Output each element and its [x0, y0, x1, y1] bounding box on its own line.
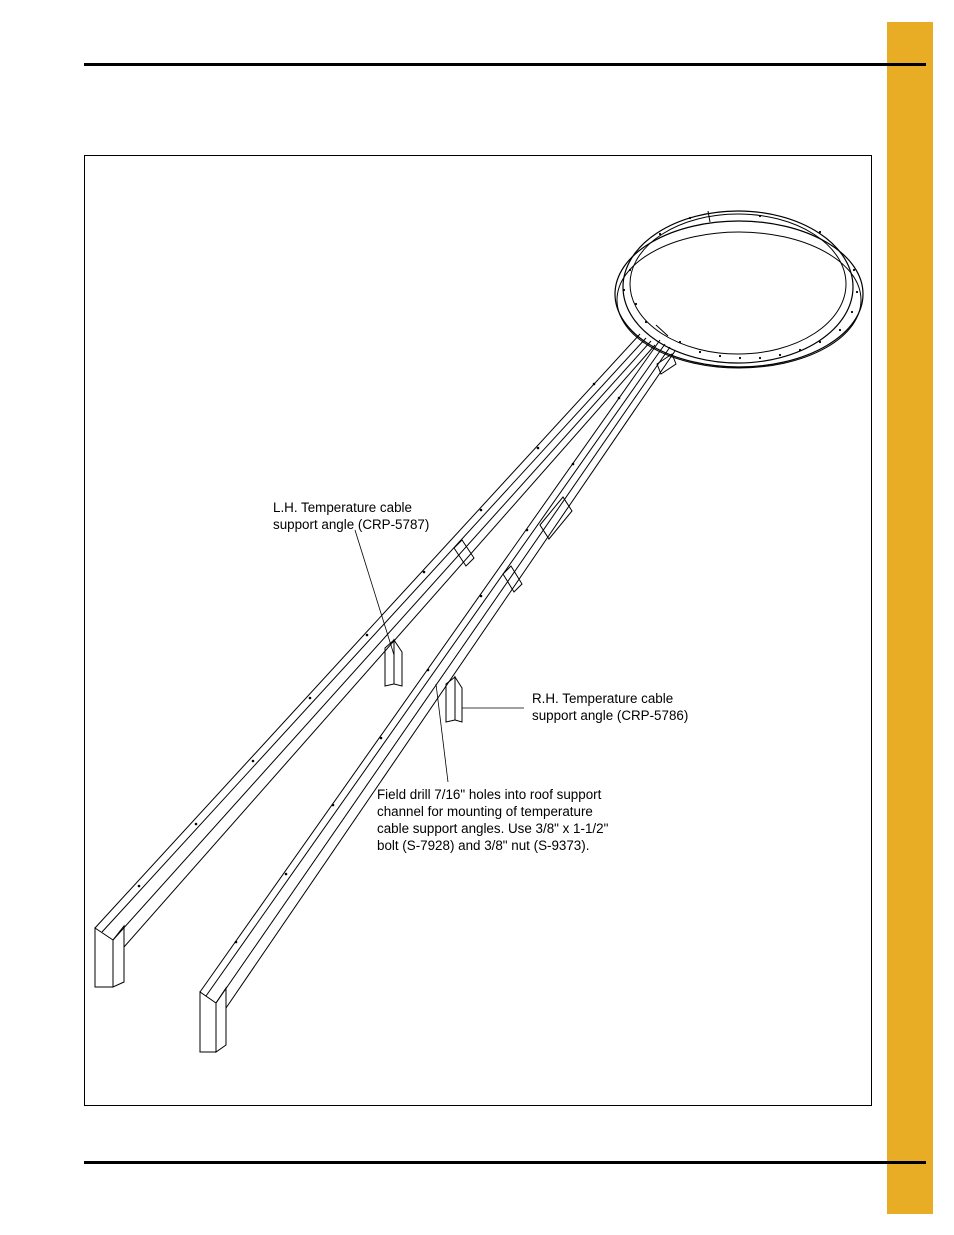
left-rafter [95, 334, 655, 987]
field-drill-note-line3: cable support angles. Use 3/8" x 1-1/2" [377, 821, 609, 836]
lh-angle-callout-line1: L.H. Temperature cable [273, 500, 412, 515]
lh-angle-callout [273, 499, 429, 533]
rh-angle-callout-line2: support angle (CRP-5786) [532, 708, 689, 723]
compression-ring [615, 211, 863, 368]
field-drill-note [377, 786, 608, 854]
field-drill-note-line2: channel for mounting of temperature [377, 804, 593, 819]
splice-plates [454, 354, 676, 592]
rh-support-angle [446, 677, 462, 722]
rh-angle-callout [532, 690, 688, 724]
field-drill-note-line1: Field drill 7/16" holes into roof support [377, 787, 602, 802]
rh-angle-callout-line1: R.H. Temperature cable [532, 691, 674, 706]
lh-angle-callout-line2: support angle (CRP-5787) [273, 517, 430, 532]
lh-support-angle [385, 640, 402, 686]
field-drill-note-line4: bolt (S-7928) and 3/8" nut (S-9373). [377, 838, 590, 853]
